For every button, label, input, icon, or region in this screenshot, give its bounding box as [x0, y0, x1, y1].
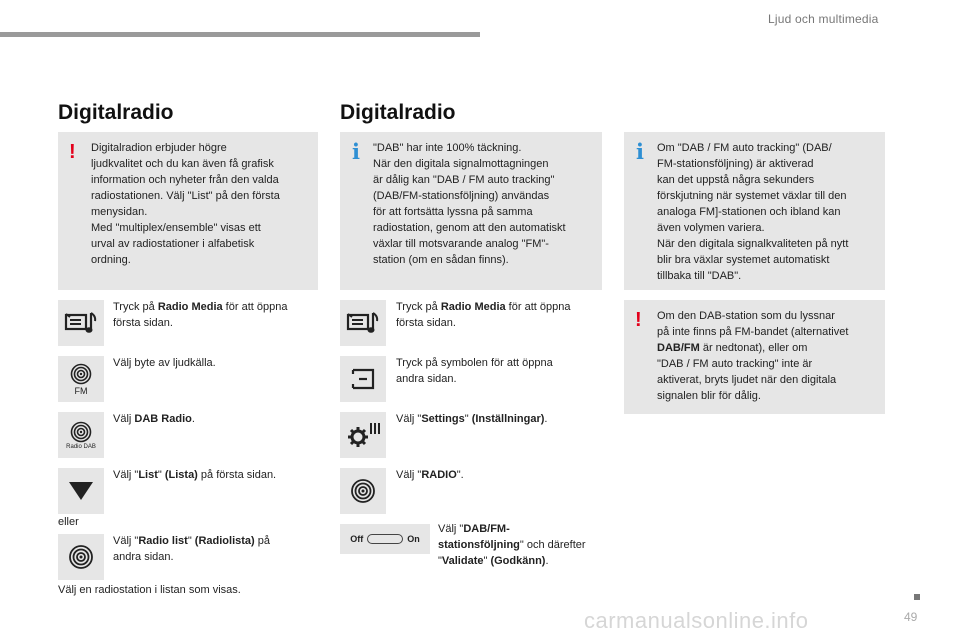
or-label: eller: [58, 516, 79, 528]
page-number: 49: [904, 610, 918, 624]
final-instruction: Välj en radiostation i listan som visas.: [58, 584, 241, 596]
radio-list-icon: [58, 534, 104, 580]
footer-marker: [914, 594, 920, 600]
section-title: Ljud och multimedia: [768, 12, 879, 26]
radio-media-icon: [58, 300, 104, 346]
warning-icon: !: [69, 141, 76, 163]
radio-media-icon: [340, 300, 386, 346]
right-step-3: Välj "Settings" (Inställningar).: [396, 413, 548, 425]
warning-icon: !: [635, 309, 642, 331]
settings-gear-icon: [340, 412, 386, 458]
triangle-down-icon: [58, 468, 104, 514]
right-step-5: Välj "DAB/FM- stationsföljning" och därefter "Validate" (Godkänn).: [438, 523, 586, 567]
radio-icon: [340, 468, 386, 514]
off-on-toggle: [340, 524, 430, 554]
left-step-5: Välj "Radio list" (Radiolista) på andra sidan.: [113, 535, 270, 563]
header-bar: [0, 32, 480, 37]
toggle-on-label: On: [407, 534, 420, 544]
fm-source-icon: FM: [58, 356, 104, 402]
left-warning-box: [58, 132, 318, 290]
toggle-track: [367, 534, 403, 544]
right-step-1: Tryck på Radio Media för att öppna första sidan.: [396, 301, 571, 329]
watermark: carmanualsonline.info: [584, 608, 809, 633]
left-step-1: Tryck på Radio Media för att öppna första sidan.: [113, 301, 288, 329]
right-step-4: Välj "RADIO".: [396, 469, 464, 481]
left-step-4: Välj "List" (Lista) på första sidan.: [113, 469, 277, 481]
right-warning-box: ! Om den DAB-station som du lyssnar på inte finns på FM-bandet (alternativet DAB/FM är nedtonat), eller om "DAB / FM auto tracking" inte är aktiverat, bryts ljudet när den digitala signalen blir för dålig.: [624, 300, 885, 414]
right-title: Digitalradio: [340, 101, 456, 124]
left-warning-text: Digitalradion erbjuder högre ljudkvalitet och du kan även få grafisk information och nyheter från den valda radiostationen. Välj "List" på den första menysidan. Med "multiplex/ensemble" visas ett urval av radiostationer i alfabetisk ordning.: [91, 142, 280, 266]
info-icon: i: [636, 139, 644, 164]
left-step-2: Välj byte av ljudkälla.: [113, 357, 216, 369]
info-box-2: i Om "DAB / FM auto tracking" (DAB/ FM-stationsföljning) är aktiverad kan det uppstå några sekunders förskjutning när systemet växlar till den analoga FM]-stationen och ibland kan även volymen variera. När den digitala signalkvaliteten på nytt blir bra växlar systemet automatiskt tillbaka till "DAB".: [624, 132, 885, 290]
menu-page-icon: [340, 356, 386, 402]
left-title: Digitalradio: [58, 101, 174, 124]
info-icon: i: [352, 139, 360, 164]
info-box-1: i "DAB" har inte 100% täckning. När den digitala signalmottagningen är dålig kan "DAB / FM auto tracking" (DAB/FM-stationsföljning) användas för att fortsätta lyssna på samma radiostation, genom att den automatiskt växlar till motsvarande analog "FM"- station (om en sådan finns).: [340, 132, 602, 290]
dab-radio-icon: Radio DAB: [58, 412, 104, 458]
right-step-2: Tryck på symbolen för att öppna andra sidan.: [396, 357, 553, 385]
left-step-3: Välj DAB Radio.: [113, 413, 195, 425]
toggle-off-label: Off: [350, 534, 364, 544]
